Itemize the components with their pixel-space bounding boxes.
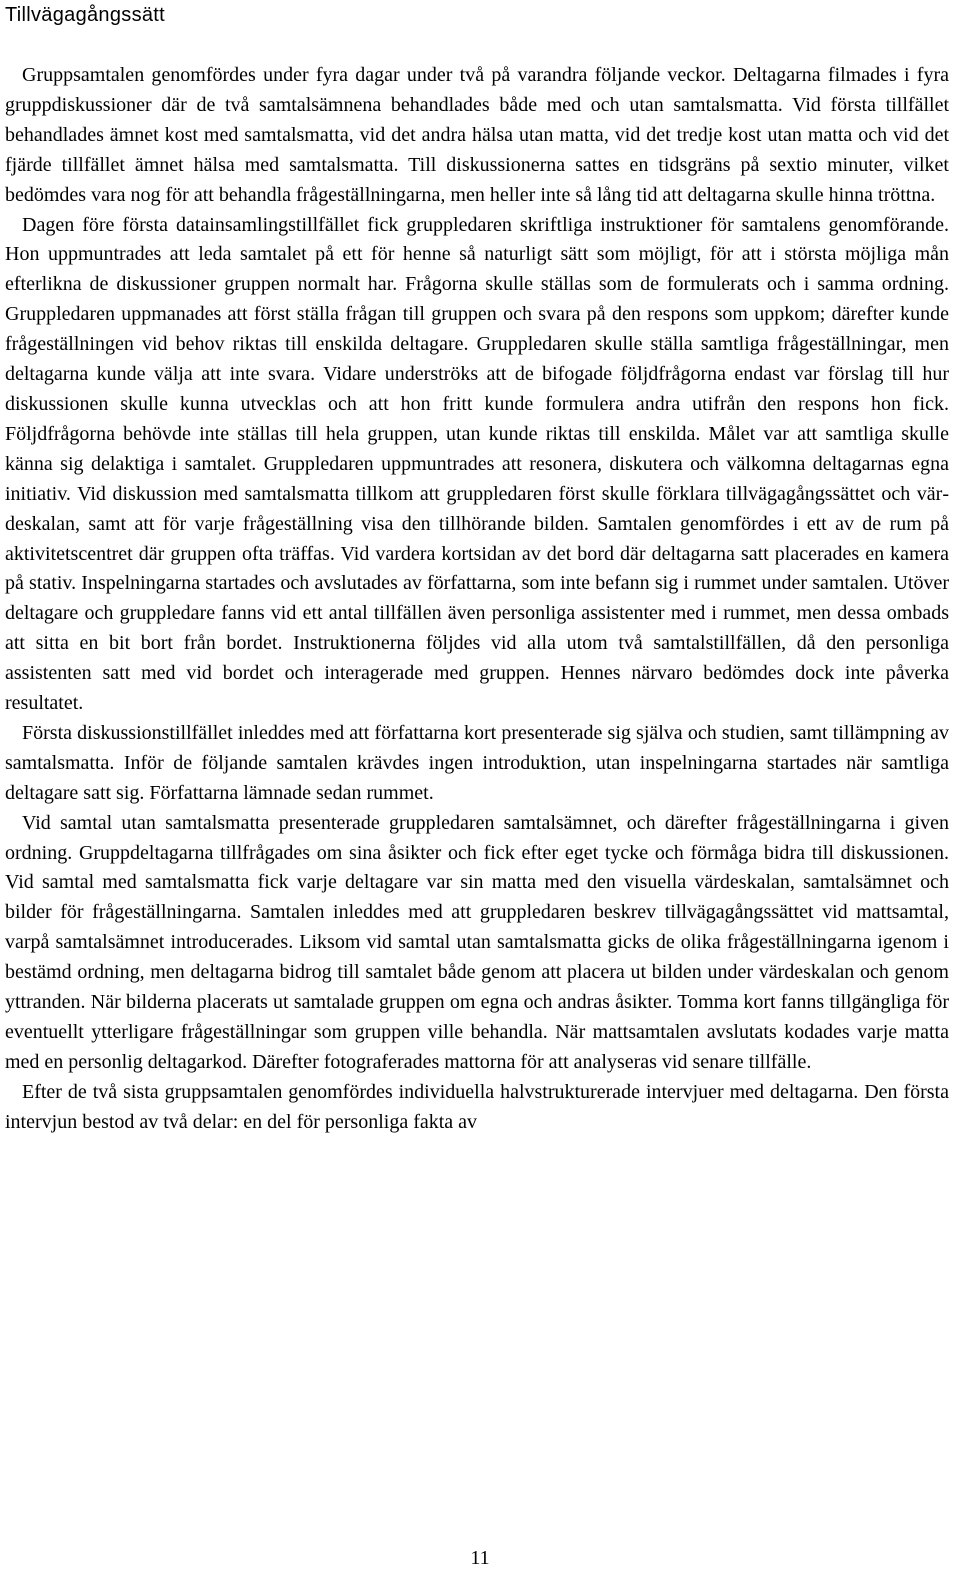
paragraph: Gruppsamtalen genomfördes under fyra dagar under två på varandra följande veckor. Deltagarna filmades i fyra gruppdiskussioner där de två samtalsämnena behandlades både med och utan samtalsmatta. Vid första tillfället behandlades ämnet kost med samtalsmatta, vid det andra hälsa utan matta, vid det tredje kost utan matta och vid det fjärde tillfället ämnet hälsa med samtalsmatta. Till diskussionerna sattes en tidsgräns på sextio minuter, vilket bedömdes vara nog för att behandla frågeställningarna, men heller inte så lång tid att deltagarna skulle hinna tröttna. [5,64,949,206]
page-number: 11 [470,1547,490,1569]
section-heading: Tillvägagångssätt [5,4,166,26]
paragraph: Vid samtal utan samtalsmatta presenterade gruppledaren samtalsämnet, och därefter frågeställningarna i given ordning. Gruppdeltagarna tillfrågades om sina åsikter och fick efter eget tycke och förmåga bidra till diskussionen. Vid samtal med samtalsmatta fick varje deltagare var sin matta med den visuella värdeskalan, samtalsämnet och bilder för frågeställningarna. Samtalen inleddes med att gruppledaren beskrev tillvägagångssättet vid mattsamtal, varpå samtalsämnet introducerades. Liksom vid samtal utan samtalsmatta gicks de olika frågeställningarna igenom i bestämd ordning, men deltagarna bidrog till samtalet både genom att placera ut bilden under värdeskalan och genom yttranden. När bilderna placerats ut samtalade gruppen om egna och andras åsikter. Tomma kort fanns tillgängliga för eventuellt ytterligare frågeställningar som gruppen ville behandla. När mattsamtalen avslutats kodades varje matta med en personlig deltagarkod. Därefter fotograferades mattorna för att analyseras vid senare tillfälle. [5,811,949,1073]
paragraph: Dagen före första datainsamlingstillfället fick gruppledaren skriftliga instruktioner för samtalens genomförande. Hon uppmuntrades att leda samtalet på ett för henne så naturligt sätt som möjligt, för att i största möjliga mån efterlikna de diskussioner gruppen normalt har. Frågorna skulle ställas som de formulerats och i samma ordning. Gruppledaren uppmanades att först ställa frågan till gruppen och svara på den respons som uppkom; därefter kunde frågeställningen vid behov riktas till enskilda deltagare. Gruppledaren skulle ställa samtliga frågeställningar, men deltagarna kunde välja att inte svara. Vidare underströks att de bifogade följdfrågorna endast var förslag till hur diskussionen skulle kunna utvecklas och att hon fritt kunde formulera andra utifrån den respons hon fick. Följdfrågorna behövde inte ställas till hela gruppen, utan kunde riktas till enskilda. Målet var att samtliga skulle känna sig delaktiga i samtalet. Gruppledaren uppmuntrades att resonera, diskutera och välkomna deltagarnas egna initiativ. Vid diskussion med samtalsmatta tillkom att gruppledaren först skulle förklara tillvägagångssättet och värdeskalan, samt att för varje frågeställning visa den tillhörande bilden. Samtalen genomfördes i ett av de rum på aktivitetscentret där gruppen ofta träffas. Vid vardera kortsidan av det bord där deltagarna satt placerades en kamera på stativ. Inspelningarna startades och avslutades av författarna, som inte befann sig i rummet under samtalen. Utöver deltagare och gruppledare fanns vid ett antal tillfällen även personliga assistenter med i rummet, men dessa ombads att sitta en bit bort från bordet. Instruktionerna följdes vid alla utom två samtalstillfällen, då den personliga assistenten satt med vid bordet och interagerade med gruppen. Hennes närvaro bedömdes dock inte påverka resultatet. [5,213,949,715]
paragraph: Efter de två sista gruppsamtalen genomfördes individuella halvstrukturerade intervjuer med deltagarna. Den första intervjun bestod av två delar: en del för personliga fakta av [5,1080,949,1133]
body-text [5,61,949,1138]
paragraph: Första diskussionstillfället inleddes med att författarna kort presenterade sig själva och studien, samt tillämpning av samtalsmatta. Inför de följande samtalen krävdes ingen introduktion, utan inspelningarna startades när samtliga deltagare satt sig. Författarna lämnade sedan rummet. [5,721,949,804]
